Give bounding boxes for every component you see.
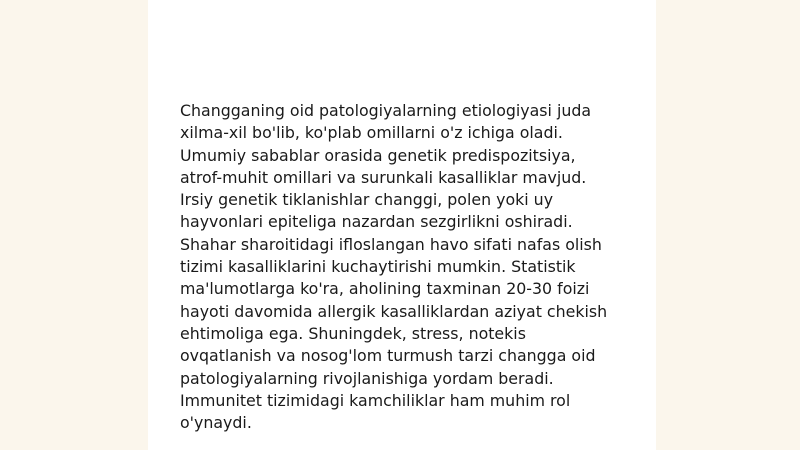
document-page: [148, 0, 656, 450]
body-paragraph: Changganing oid patologiyalarning etiologiyasi juda xilma-xil bo'lib, ko'plab omillarni o'z ichiga oladi. Umumiy sabablar orasida genetik predispozitsiya, atrof-muhit omillari va surunkali kasalliklar mavjud. Irsiy genetik tiklanishlar changgi, polen yoki uy hayvonlari epiteliga nazardan sezgirlikni oshiradi. Shahar sharoitidagi ifloslangan havo sifati nafas olish tizimi kasalliklarini kuchaytirishi mumkin. Statistik ma'lumotlarga ko'ra, aholining taxminan 20-30 foizi hayoti davomida allergik kasalliklardan aziyat chekish ehtimoliga ega. Shuningdek, stress, notekis ovqatlanish va nosog'lom turmush tarzi changga oid patologiyalarning rivojlanishiga yordam beradi. Immunitet tizimidagi kamchiliklar ham muhim rol o'ynaydi.: [180, 101, 608, 433]
